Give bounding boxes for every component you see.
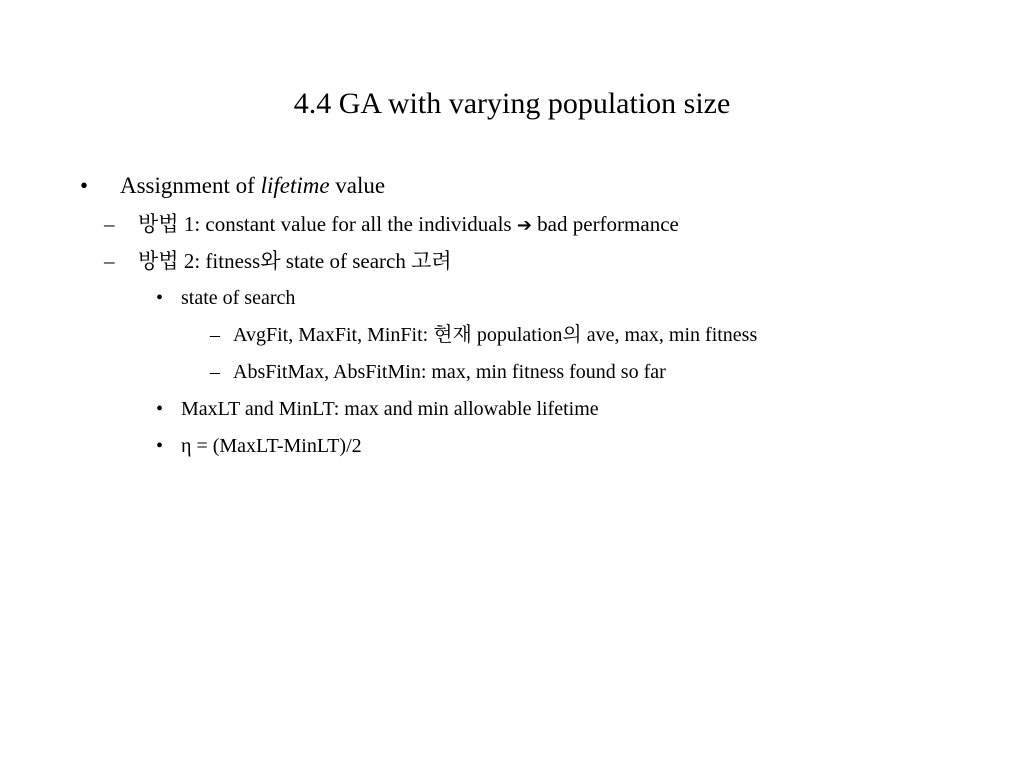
dash-marker: – <box>104 249 115 273</box>
subbullet-text: AbsFitMax, AbsFitMin: max, min fitness found so far <box>233 361 666 383</box>
bullet-marker: • <box>80 173 89 198</box>
subbullet-text <box>138 210 679 240</box>
subbullet-text: AvgFit, MaxFit, MinFit: 현재 population의 ave, max, min fitness <box>233 324 758 346</box>
method-1-result: bad performance <box>531 212 679 236</box>
bullet-marker: • <box>156 287 164 309</box>
bullet-text-emphasis: lifetime <box>260 173 330 198</box>
bullet-marker: • <box>156 398 164 420</box>
bullet-text: MaxLT and MinLT: max and min allowable lifetime <box>181 398 599 420</box>
bullet-text: state of search <box>181 287 296 309</box>
bullet-text-prefix: Assignment of <box>120 173 261 198</box>
subbullet-text: 방법 2: fitness와 state of search 고려 <box>138 249 452 273</box>
dash-marker: – <box>104 212 115 236</box>
right-arrow-icon: ➔ <box>516 215 532 236</box>
bullet-marker: • <box>156 435 164 457</box>
dash-marker: – <box>210 324 220 346</box>
bullet-text <box>120 171 385 201</box>
method-1-text: 방법 1: constant value for all the individuals <box>138 212 517 236</box>
dash-marker: – <box>210 361 220 383</box>
slide-title: 4.4 GA with varying population size <box>293 87 731 120</box>
bullet-text-suffix: value <box>329 173 386 198</box>
bullet-text: η = (MaxLT-MinLT)/2 <box>181 435 362 457</box>
